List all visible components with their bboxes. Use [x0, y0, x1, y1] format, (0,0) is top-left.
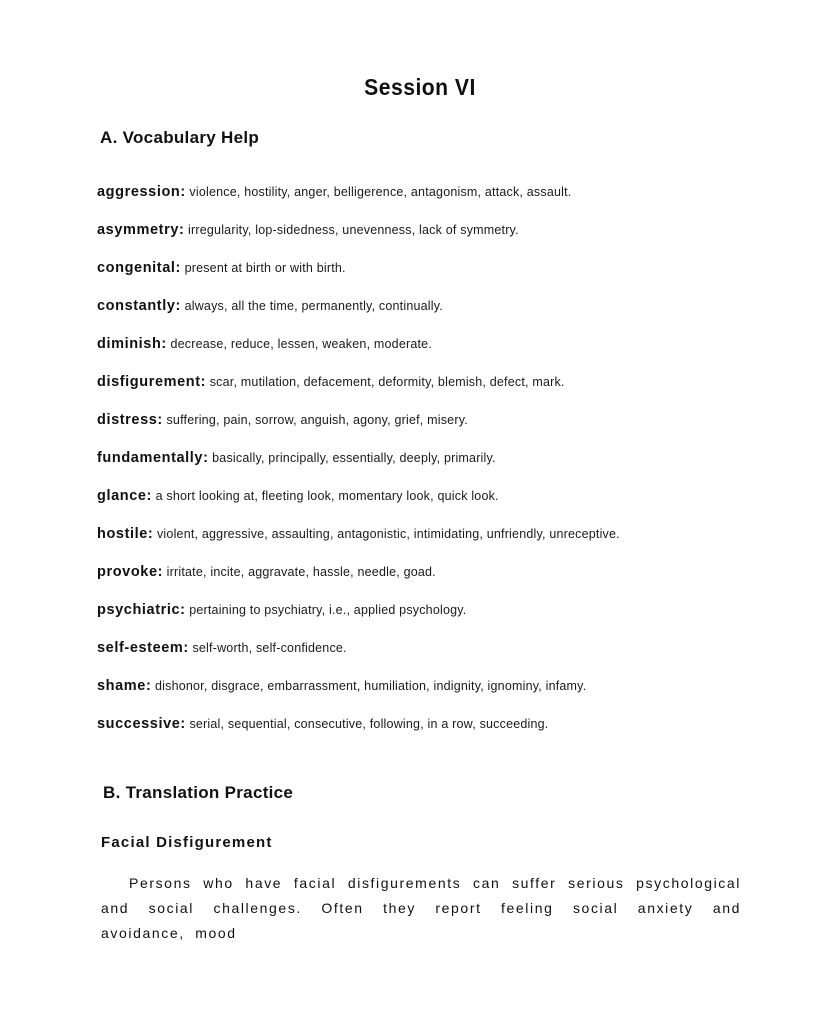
vocab-term: asymmetry: — [97, 222, 185, 238]
translation-heading: B. Translation Practice — [103, 783, 294, 802]
vocab-definition: scar, mutilation, defacement, deformity, blemish, defect, mark. — [209, 375, 565, 389]
vocab-item-self-esteem — [97, 637, 777, 675]
vocab-item-diminish — [97, 333, 777, 371]
vocab-term: aggression: — [97, 184, 186, 200]
vocab-item-fundamentally — [97, 447, 777, 485]
vocab-item-constantly — [97, 295, 777, 333]
vocab-definition: irritate, incite, aggravate, hassle, needle, goad. — [166, 565, 436, 579]
vocab-term: distress: — [97, 412, 163, 428]
vocab-definition: dishonor, disgrace, embarrassment, humiliation, indignity, ignominy, infamy. — [155, 679, 587, 693]
vocab-item-congenital — [97, 257, 777, 295]
vocab-term: hostile: — [97, 526, 154, 542]
vocab-definition: present at birth or with birth. — [184, 261, 346, 275]
vocab-term: glance: — [97, 488, 152, 504]
vocab-term: psychiatric: — [97, 602, 186, 618]
vocab-item-aggression — [97, 181, 777, 219]
vocab-definition: pertaining to psychiatry, i.e., applied psychology. — [189, 603, 467, 617]
vocab-definition: a short looking at, fleeting look, momentary look, quick look. — [155, 489, 499, 503]
vocab-term: fundamentally: — [97, 450, 209, 466]
vocab-item-hostile — [97, 523, 777, 561]
vocab-item-disfigurement — [97, 371, 777, 409]
vocab-definition: always, all the time, permanently, continually. — [184, 299, 443, 313]
vocab-term: disfigurement: — [97, 374, 207, 390]
vocab-term: shame: — [97, 678, 152, 694]
vocab-definition: irregularity, lop-sidedness, unevenness, lack of symmetry. — [188, 223, 519, 237]
vocab-item-provoke — [97, 561, 777, 599]
vocab-definition: basically, principally, essentially, deeply, primarily. — [212, 451, 496, 465]
vocab-term: self-esteem: — [97, 640, 189, 656]
vocabulary-heading: A. Vocabulary Help — [100, 128, 260, 147]
vocab-item-psychiatric — [97, 599, 777, 637]
vocab-term: provoke: — [97, 564, 164, 580]
vocab-term: congenital: — [97, 260, 181, 276]
passage-paragraph: Persons who have facial disfigurements can suffer serious psychological and social challenges. Often they report feeling social anxiety and avoidance, mood — [101, 875, 741, 941]
vocabulary-list — [97, 181, 777, 751]
vocab-item-shame — [97, 675, 777, 713]
session-title: Session VI — [364, 74, 476, 100]
vocab-term: constantly: — [97, 298, 181, 314]
passage-title: Facial Disfigurement — [101, 834, 273, 851]
vocab-definition: decrease, reduce, lessen, weaken, moderate. — [170, 337, 432, 351]
vocab-definition: serial, sequential, consecutive, following, in a row, succeeding. — [189, 717, 549, 731]
vocab-item-distress — [97, 409, 777, 447]
vocab-item-glance — [97, 485, 777, 523]
vocab-item-asymmetry — [97, 219, 777, 257]
vocab-definition: violence, hostility, anger, belligerence, antagonism, attack, assault. — [189, 185, 572, 199]
vocab-definition: violent, aggressive, assaulting, antagonistic, intimidating, unfriendly, unreceptive. — [156, 527, 620, 541]
vocab-term: successive: — [97, 716, 186, 732]
vocab-term: diminish: — [97, 336, 167, 352]
vocab-item-successive — [97, 713, 777, 751]
vocab-definition: suffering, pain, sorrow, anguish, agony, grief, misery. — [166, 413, 468, 427]
vocab-definition: self-worth, self-confidence. — [192, 641, 347, 655]
